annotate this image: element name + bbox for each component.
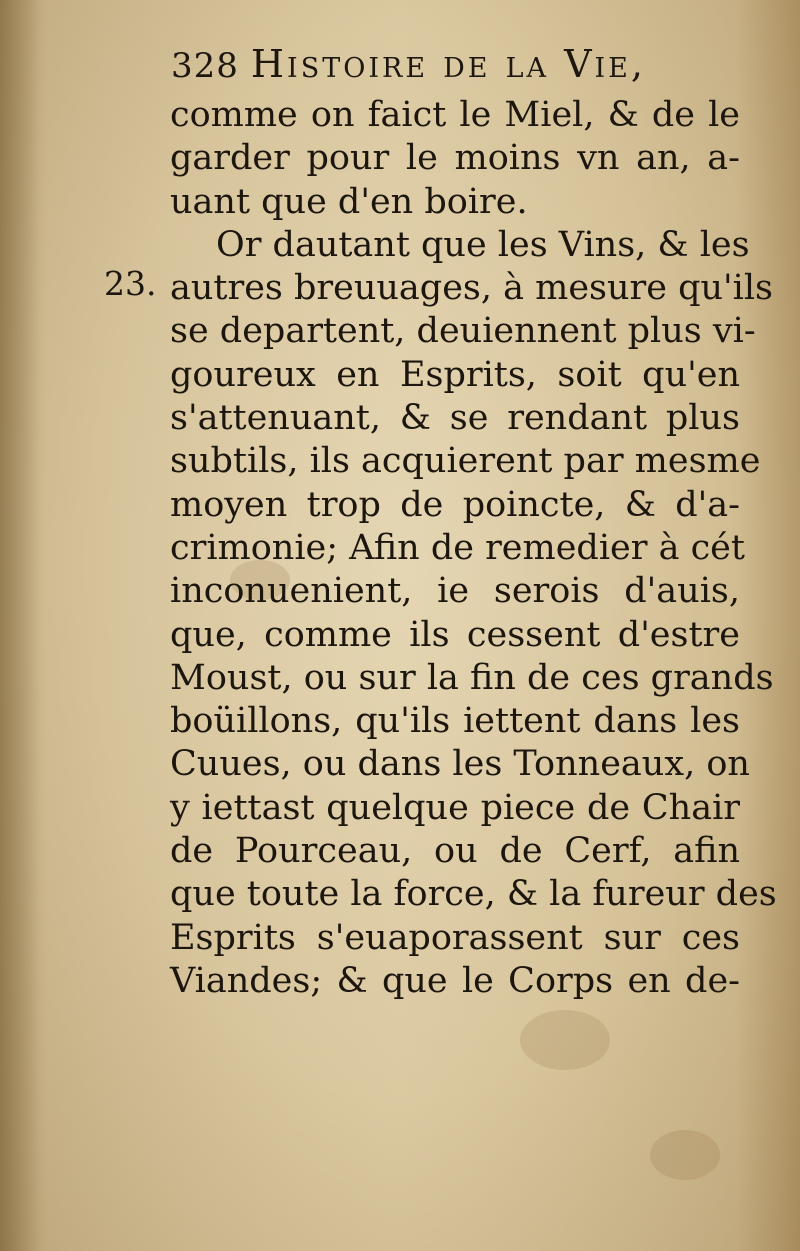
text-line: de Pourceau, ou de Cerf, afin (170, 831, 740, 872)
text-line: y iettast quelque piece de Chair (170, 787, 740, 828)
text-line: subtils, ils acquierent par mesme (170, 441, 761, 482)
text-line: Viandes; & que le Corps en de- (170, 960, 740, 1001)
text-line: Cuues, ou dans les Tonneaux, on (170, 744, 750, 785)
page-header (171, 42, 646, 86)
text-line: goureux en Esprits, soit qu'en (170, 354, 740, 395)
text-line: Moust, ou sur la fin de ces grands (170, 657, 774, 698)
paper-stain (520, 1010, 610, 1070)
text-line: que, comme ils cessent d'estre (170, 614, 740, 655)
text-line: comme on faict le Miel, & de le (170, 95, 740, 135)
running-head: Histoire de la Vie, (250, 42, 646, 86)
paper-stain (650, 1130, 720, 1180)
page-gutter-shadow (0, 0, 40, 1251)
paragraph-number: 23. (104, 264, 157, 303)
text-line: que toute la force, & la fureur des (170, 874, 777, 915)
body-text (170, 94, 777, 1003)
text-line: crimonie; Afin de remedier à cét (170, 527, 745, 568)
text-line: moyen trop de poincte, & d'a- (170, 484, 740, 525)
text-line: autres breuuages, à mesure qu'ils (170, 268, 774, 309)
text-line: inconuenient, ie serois d'auis, (170, 571, 740, 612)
text-line: uant que d'en boire. (170, 181, 528, 222)
text-line: garder pour le moins vn an, a- (170, 138, 740, 179)
text-line: se departent, deuiennent plus vi- (170, 311, 756, 352)
page-number: 328 (171, 46, 239, 86)
text-line: Esprits s'euaporassent sur ces (170, 917, 740, 958)
text-line: Or dautant que les Vins, & les (216, 224, 750, 265)
text-line: s'attenuant, & se rendant plus (170, 398, 740, 439)
text-line: boüillons, qu'ils iettent dans les (170, 701, 740, 742)
